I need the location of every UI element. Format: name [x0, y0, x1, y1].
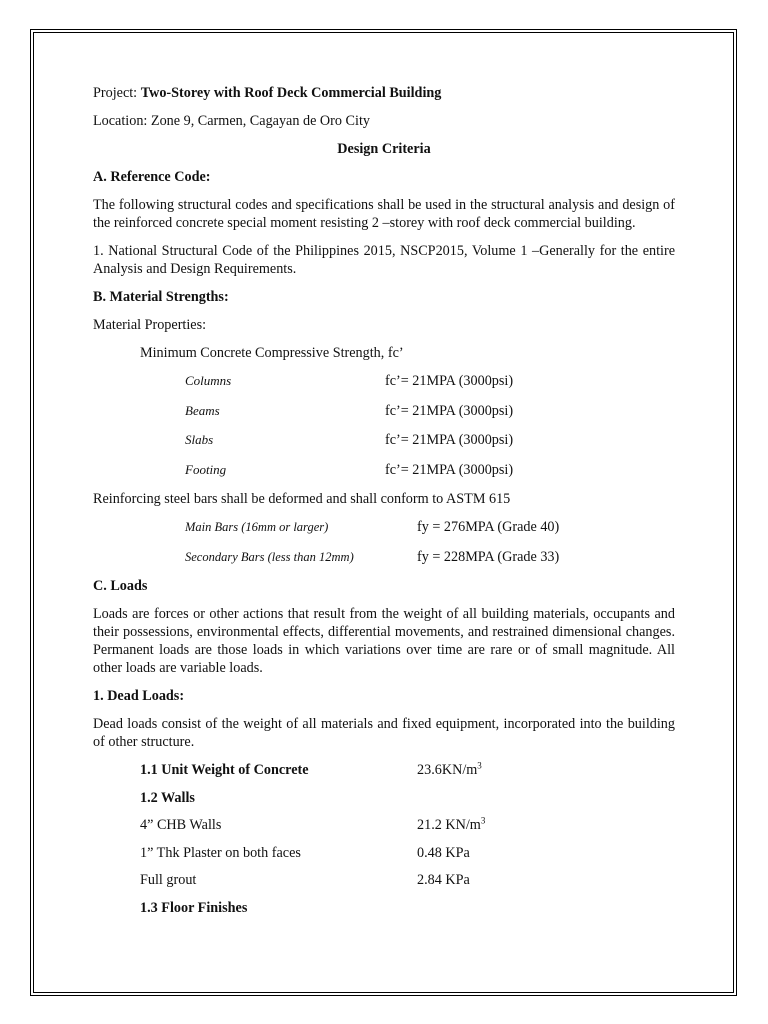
- unit-weight-row: [93, 761, 675, 779]
- concrete-row-columns: [93, 372, 675, 390]
- section-a-heading: A. Reference Code:: [93, 169, 211, 185]
- section-c-heading: C. Loads: [93, 578, 148, 594]
- concrete-item-value: fc’= 21MPA (3000psi): [385, 461, 514, 478]
- steel-item-name: Main Bars (16mm or larger): [185, 520, 329, 534]
- wall-item-value: 2.84 KPa: [417, 872, 470, 888]
- concrete-strength-title: Minimum Concrete Compressive Strength, fc’: [140, 345, 404, 361]
- concrete-item-name: Beams: [185, 402, 220, 418]
- wall-item-value: 21.2 $KN/m^3$: [417, 815, 486, 833]
- concrete-item-value: fc’= 21MPA (3000psi): [385, 373, 514, 389]
- floor-finishes-row: [93, 899, 675, 917]
- section-a-code-item: 1. National Structural Code of the Philippines 2015, NSCP2015, Volume 1 –Generally for the entire Analysis and Design Requirements.: [93, 243, 675, 277]
- floor-finishes-heading: 1.3 Floor Finishes: [140, 899, 248, 916]
- document-title: Design Criteria: [337, 141, 431, 157]
- wall-row-grout: [93, 871, 675, 889]
- section-b-heading: B. Material Strengths:: [93, 289, 229, 305]
- unit-weight-value: $23.6KN/m^3$: [417, 760, 482, 778]
- project-line: [93, 84, 675, 102]
- walls-heading-row: [93, 789, 675, 807]
- steel-item-value: fy = 228MPA (Grade 33): [417, 548, 560, 565]
- material-properties-label: Material Properties:: [93, 317, 207, 333]
- steel-row-secondary: [93, 548, 675, 566]
- steel-row-main: [93, 518, 675, 536]
- wall-item-value: 0.48 KPa: [417, 844, 470, 861]
- steel-item-value: fy = 276MPA (Grade 40): [417, 519, 560, 535]
- steel-title: Reinforcing steel bars shall be deformed and shall conform to ASTM 615: [93, 491, 511, 507]
- wall-row-plaster: [93, 844, 675, 862]
- dead-loads-heading: 1. Dead Loads:: [93, 688, 185, 704]
- wall-item-name: 4” CHB Walls: [140, 817, 222, 833]
- concrete-item-name: Footing: [185, 461, 227, 477]
- concrete-item-value: fc’= 21MPA (3000psi): [385, 402, 514, 419]
- document-body: [93, 84, 675, 926]
- wall-item-name: 1” Thk Plaster on both faces: [140, 844, 301, 861]
- concrete-row-beams: [93, 402, 675, 420]
- project-name: Two-Storey with Roof Deck Commercial Building: [140, 85, 442, 101]
- concrete-row-footing: [93, 461, 675, 479]
- concrete-item-name: Slabs: [185, 432, 214, 447]
- dead-loads-paragraph: Dead loads consist of the weight of all materials and fixed equipment, incorporated into the building of other structure.: [93, 716, 675, 750]
- steel-item-name: Secondary Bars (less than 12mm): [185, 549, 354, 564]
- concrete-item-name: Columns: [185, 373, 232, 388]
- wall-row-chb: [93, 816, 675, 834]
- walls-heading: 1.2 Walls: [140, 789, 195, 806]
- section-a-paragraph: The following structural codes and specifications shall be used in the structural analysis and design of the reinforced concrete special moment resisting 2 –storey with roof deck commercial building.: [93, 197, 675, 231]
- project-label: Project:: [93, 85, 141, 101]
- concrete-item-value: fc’= 21MPA (3000psi): [385, 432, 514, 448]
- concrete-row-slabs: [93, 431, 675, 449]
- wall-item-name: Full grout: [140, 872, 197, 888]
- unit-weight-label: 1.1 Unit Weight of Concrete: [140, 762, 309, 778]
- location-line: Location: Zone 9, Carmen, Cagayan de Oro City: [93, 113, 370, 129]
- section-c-paragraph: Loads are forces or other actions that result from the weight of all building materials, occupants and their possessions, environmental effects, differential movements, and restrained dimensional changes. Permanent loads are those loads in which variations over time are rare or of small magnitude. All other loads are variable loads.: [93, 606, 675, 676]
